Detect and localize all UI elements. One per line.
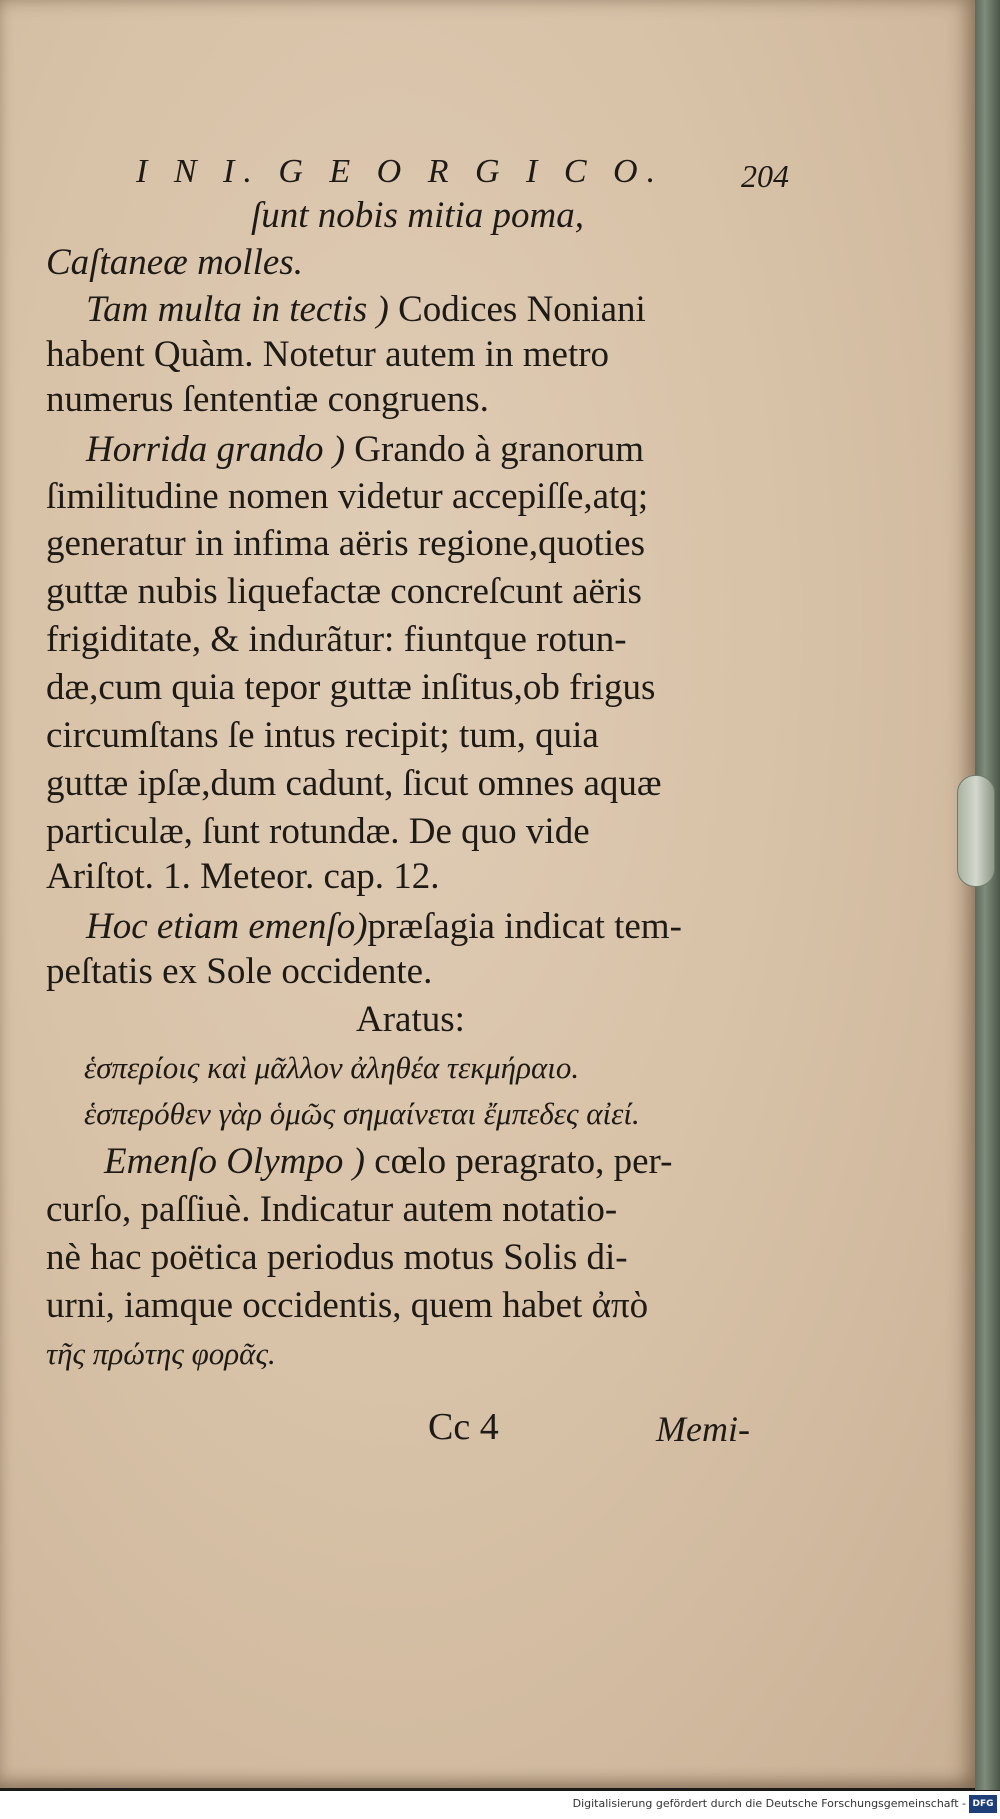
roman-span: dæ,cum quia tepor guttæ inſitus,ob frigus bbox=[46, 667, 656, 708]
text-line bbox=[104, 1140, 672, 1184]
greek-line bbox=[84, 1092, 640, 1136]
text-line bbox=[46, 378, 489, 422]
greek-line bbox=[84, 1046, 579, 1090]
roman-span: Ariſtot. 1. Meteor. cap. 12. bbox=[46, 856, 440, 897]
roman-span: ſimilitudine nomen videtur accepiſſe,atq; bbox=[46, 476, 649, 517]
digitization-credit: Digitalisierung gefördert durch die Deutsche Forschungsgemeinschaft - bbox=[572, 1797, 966, 1810]
text-line bbox=[46, 522, 645, 566]
text-line bbox=[46, 666, 655, 710]
italic-span: Hoc etiam emenſo) bbox=[86, 906, 368, 947]
text-line bbox=[46, 1284, 648, 1328]
italic-span: Horrida grando ) bbox=[86, 429, 346, 470]
catchword: Memi- bbox=[656, 1409, 750, 1449]
running-title: I N I. G E O R G I C O. bbox=[136, 153, 665, 190]
roman-span: frigiditate, & indurãtur: fiuntque rotun- bbox=[46, 619, 627, 660]
italic-span: ſunt nobis mitia poma, bbox=[251, 195, 585, 236]
book-spine bbox=[975, 0, 1000, 1790]
text-line bbox=[356, 998, 465, 1042]
text-line bbox=[86, 905, 682, 949]
page-clip bbox=[957, 775, 995, 887]
text-line bbox=[46, 714, 599, 758]
roman-span: Aratus: bbox=[356, 999, 465, 1040]
italic-span: Tam multa in tectis ) bbox=[86, 289, 389, 330]
roman-span: cœlo peragrato, per- bbox=[365, 1141, 673, 1182]
text-line bbox=[46, 950, 432, 994]
text-line bbox=[46, 333, 609, 377]
roman-span: Grando à granorum bbox=[345, 429, 645, 470]
roman-span: nè hac poëtica periodus motus Solis di- bbox=[46, 1237, 628, 1278]
roman-span: Codices Noniani bbox=[388, 289, 646, 330]
page-number: 204 bbox=[741, 158, 789, 194]
text-line bbox=[251, 194, 584, 238]
roman-span: circumſtans ſe intus recipit; tum, quia bbox=[46, 715, 599, 756]
roman-span: curſo, paſſiuè. Indicatur autem notatio- bbox=[46, 1189, 618, 1230]
roman-span: habent Quàm. Notetur autem in metro bbox=[46, 334, 610, 375]
roman-span: guttæ ipſæ,dum cadunt, ſicut omnes aquæ bbox=[46, 763, 662, 804]
roman-span: urni, iamque occidentis, quem habet ἀπὸ bbox=[46, 1285, 649, 1326]
greek-span: ἑσπερόθεν γὰρ ὁμῶς σημαίνεται ἔμπεδες αἰεί. bbox=[84, 1096, 640, 1131]
text-line bbox=[46, 475, 648, 519]
text-line bbox=[46, 570, 642, 614]
greek-line bbox=[46, 1332, 276, 1376]
greek-span: τῆς πρώτης φορᾶς. bbox=[46, 1336, 276, 1371]
italic-span: Caſtaneæ molles. bbox=[46, 242, 303, 283]
text-line bbox=[46, 855, 440, 899]
roman-span: generatur in infima aëris regione,quoties bbox=[46, 523, 645, 564]
text-line bbox=[46, 618, 627, 662]
text-line bbox=[46, 810, 590, 854]
text-line bbox=[46, 1188, 617, 1232]
italic-span: Emenſo Olympo ) bbox=[104, 1141, 365, 1182]
digitization-footer bbox=[0, 1791, 1000, 1819]
text-line bbox=[46, 762, 662, 806]
roman-span: numerus ſententiæ congruens. bbox=[46, 379, 489, 420]
text-line bbox=[46, 1236, 628, 1280]
text-line bbox=[86, 288, 646, 332]
text-line bbox=[86, 428, 644, 472]
roman-span: peſtatis ex Sole occidente. bbox=[46, 951, 433, 992]
roman-span: particulæ, ſunt rotundæ. De quo vide bbox=[46, 811, 590, 852]
greek-span: ἑσπερίοις καὶ μᾶλλον ἀληθέα τεκμήραιο. bbox=[84, 1050, 580, 1085]
roman-span: præſagia indicat tem- bbox=[367, 906, 682, 947]
signature-mark: Cc 4 bbox=[428, 1406, 499, 1448]
dfg-logo-icon: DFG bbox=[969, 1795, 997, 1813]
text-line bbox=[46, 241, 303, 285]
roman-span: guttæ nubis liquefactæ concreſcunt aëris bbox=[46, 571, 642, 612]
